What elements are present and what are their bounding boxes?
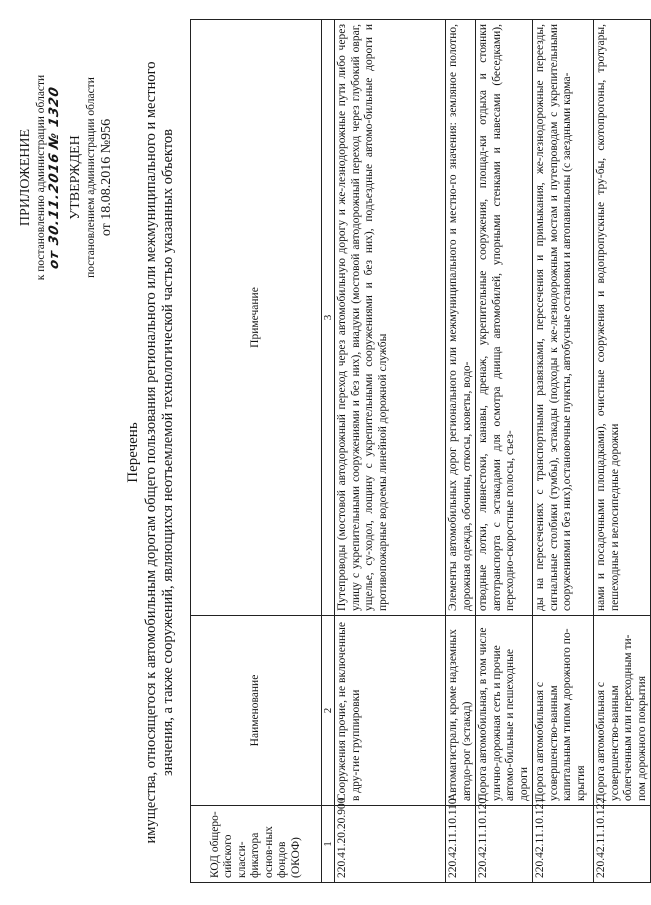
property-table — [190, 19, 651, 883]
item-name: Дорога автомобильная, в том числе улично-дорожная сеть и прочие автомо-бильные и пешеходные дороги — [476, 616, 533, 806]
item-note: Путепроводы (мостовой автодорожный переход через автомобильную дорогу и же-лезнодорожные пути либо через улицу с укрепительными сооружениями и без них), виадуки (мостовой автодорожный переход через глубокий овраг, ущелье, су-ходол, лощину с укрепительными сооружениями и без них), подъездные автомо-бильные дороги и противопожарные водоемы линейной дорожной службы — [335, 20, 446, 616]
okof-code: 220.42.11.10.110 — [446, 806, 476, 883]
resolution-date: от 18.08.2016 №956 — [99, 118, 114, 237]
table-row — [446, 20, 476, 883]
okof-code: 220.42.11.10.122 — [594, 806, 651, 883]
column-number: 2 — [322, 616, 335, 806]
column-number: 1 — [322, 806, 335, 883]
table-row — [594, 20, 651, 883]
table-row — [476, 20, 533, 883]
column-number-row — [322, 20, 335, 883]
appendix-label: ПРИЛОЖЕНИЕ — [18, 128, 33, 227]
item-note: Элементы автомобильных дорог регионального или межмуниципального и местно-го значения: земляное полотно, дорожная одежда, обочины, откосы, кюветы, водо- — [446, 20, 476, 616]
item-name: Сооружения прочие, не включенные в дру-гие группировки — [335, 616, 446, 806]
approved-label: УТВЕРЖДЕН — [68, 135, 83, 220]
header-note: Примечание — [191, 20, 322, 616]
handwritten-number: № 1320 — [47, 84, 62, 151]
item-note: отводные лотки, ливнестоки, канавы, дренаж, укрепительные сооружения, площад-ки отдыха и стоянки автотранспорта с эстакадами для осмотра днища автомобилей, упорными стенками и навесами (беседками), переходно-скоростные полосы, съез- — [476, 20, 533, 616]
signature-date — [48, 10, 62, 345]
okof-code: 220.42.11.10.120 — [476, 806, 533, 883]
item-name: Дорога автомобильная с усовершенство-ванным облегченным или переходным ти-пом дорожного покрытия — [594, 616, 651, 806]
table-header-row — [191, 20, 322, 883]
title-line-2: значения, а также сооружений, являющихся неотъемлемой технологической частью указанных объектов — [160, 128, 176, 777]
item-name: Автомагистрали, кроме надземных автодо-рог (эстакад) — [446, 616, 476, 806]
handwritten-date: от 30.11.2016 — [47, 150, 62, 271]
column-number: 3 — [322, 20, 335, 616]
table-row — [533, 20, 594, 883]
header-okof-code: КОД общеро-сийского класси-фикатора основ-ных фондов (ОКОФ) — [191, 806, 322, 883]
item-name: Дорога автомобильная с усовершенство-ванным капитальным типом дорожного по-крытия — [533, 616, 594, 806]
resolution-label: постановлением администрации области — [85, 77, 97, 278]
table-row — [335, 20, 446, 883]
item-note: ды на пересечениях с транспортными развязками, пересечения и примыкания, же-лезнодорожные переезды, сигнальные столбики (тумбы), эстакады (подходы к же-лезнодорожным мостам и путепроводам с укрепительными сооружениями и без них),остановочные пункты, автобусные остановки и автопавильоны (с заездными карма- — [533, 20, 594, 616]
okof-code: 220.42.11.10.121 — [533, 806, 594, 883]
document-title — [143, 20, 177, 885]
item-note: нами и посадочными площадками), очистные сооружения и водопропускные тру-бы, скотопрогоны, тротуары, пешеходные и велосипедные дорожки — [594, 20, 651, 616]
title-line-1: имущества, относящегося к автомобильным дорогам общего пользования регионального или межмуниципального и местного — [143, 61, 159, 844]
okof-code: 220.41.20.20.900 — [335, 806, 446, 883]
document-heading: Перечень — [125, 422, 141, 483]
header-name: Наименование — [191, 616, 322, 806]
approval-header — [18, 10, 115, 345]
to-resolution-label: к постановлению администрации области — [35, 74, 47, 281]
